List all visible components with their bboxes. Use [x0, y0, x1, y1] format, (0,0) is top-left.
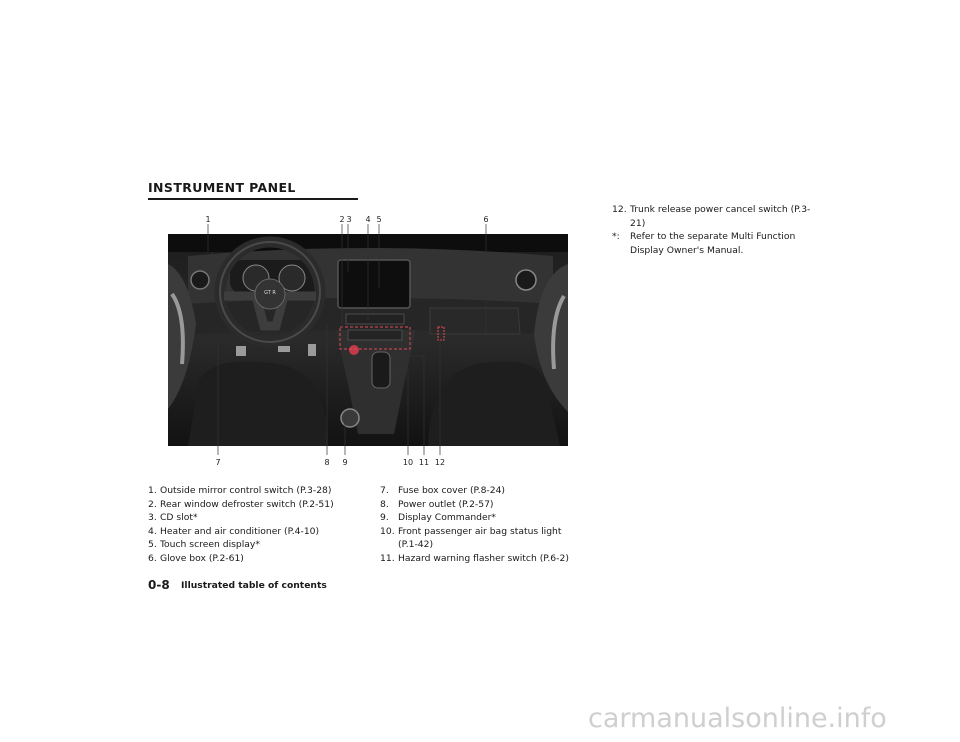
- callout-4: 4: [365, 215, 371, 224]
- list-item: *: Refer to the separate Multi Function Display Owner's Manual.: [612, 231, 796, 256]
- list-item: 3. CD slot*: [148, 512, 198, 524]
- hazard-switch: [349, 345, 359, 355]
- callout-2: 2: [339, 215, 345, 224]
- list-item: 4. Heater and air conditioner (P.4-10): [148, 525, 320, 537]
- climate-panel: [346, 314, 404, 324]
- list-item: 8. Power outlet (P.2-57): [380, 498, 494, 510]
- list-item: 11. Hazard warning flasher switch (P.6-2): [380, 552, 569, 564]
- accelerator-pedal: [308, 344, 316, 356]
- brake-pedal: [278, 346, 290, 352]
- list-item: 2. Rear window defroster switch (P.2-51): [148, 498, 334, 510]
- callout-3: 3: [346, 215, 352, 224]
- shift-lever: [372, 352, 390, 388]
- steering-badge: GT R: [264, 290, 276, 296]
- callout-10: 10: [402, 458, 414, 467]
- list-item: 5. Touch screen display*: [148, 539, 260, 551]
- callout-9: 9: [342, 458, 348, 467]
- left-vent: [191, 271, 209, 289]
- callout-1: 1: [205, 215, 211, 224]
- item-list-right: [612, 203, 822, 257]
- title-rule: [148, 198, 358, 200]
- watermark: carmanualsonline.info: [588, 703, 887, 734]
- right-vent: [516, 270, 536, 290]
- footer-section-title: Illustrated table of contents: [181, 580, 327, 591]
- display-commander-knob: [341, 409, 359, 427]
- list-item: 6. Glove box (P.2-61): [148, 552, 244, 564]
- item-list-middle: [380, 484, 580, 566]
- callout-7: 7: [215, 458, 221, 467]
- callout-11: 11: [418, 458, 430, 467]
- section-title: INSTRUMENT PANEL: [148, 180, 296, 195]
- list-item: 1. Outside mirror control switch (P.3-28): [148, 485, 332, 496]
- callout-5: 5: [376, 215, 382, 224]
- page-number: 0-8: [148, 578, 170, 592]
- callout-12: 12: [434, 458, 446, 467]
- list-item: 9. Display Commander*: [380, 512, 497, 524]
- list-item: 10. Front passenger air bag status light (P.1-42): [380, 525, 562, 551]
- switch-panel: [348, 330, 402, 340]
- instrument-panel-photo: [168, 234, 568, 446]
- touch-screen: [338, 260, 410, 308]
- callout-8: 8: [324, 458, 330, 467]
- callout-6: 6: [483, 215, 489, 224]
- item-list-left: [148, 484, 358, 566]
- list-item: 7. Fuse box cover (P.8-24): [380, 485, 505, 496]
- list-item: 12. Trunk release power cancel switch (P.3-21): [612, 204, 811, 229]
- footrest: [236, 346, 246, 356]
